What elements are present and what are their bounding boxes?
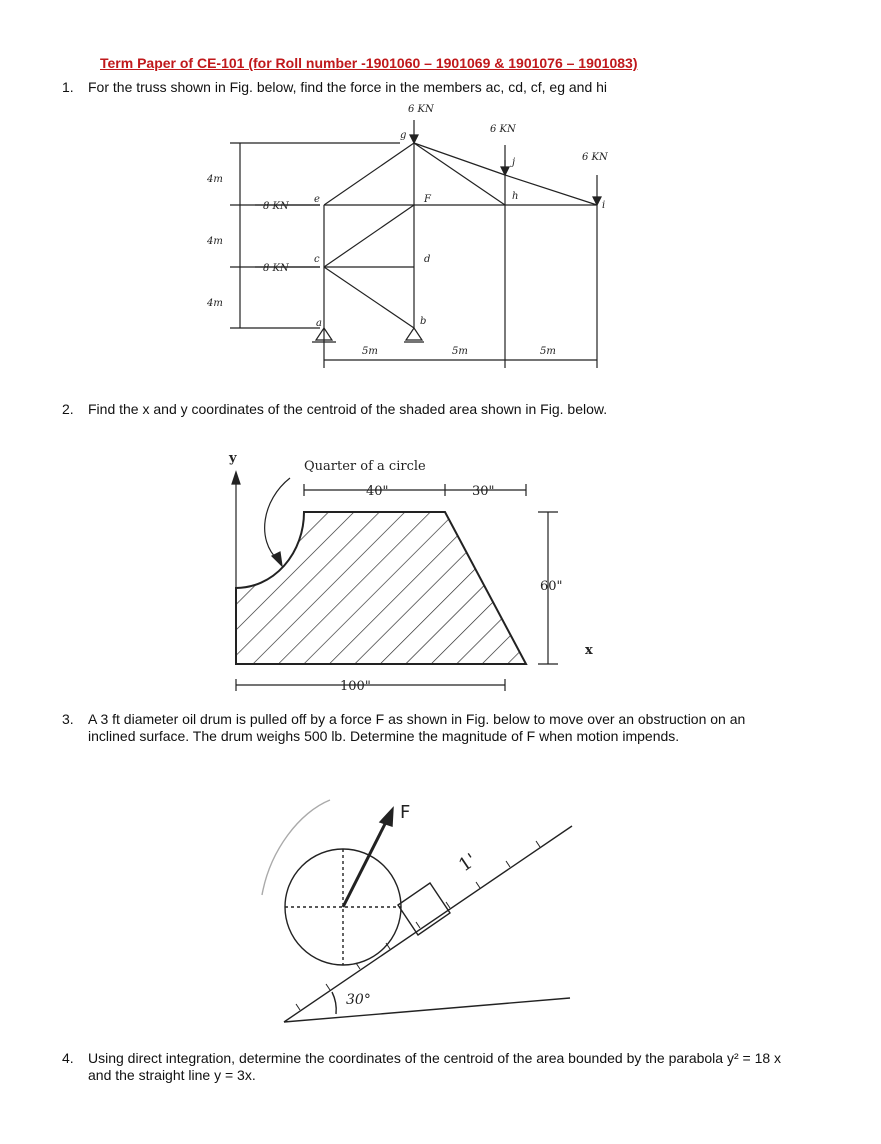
dim-30-label: 30": [472, 484, 495, 499]
span-label-1: 5m: [362, 346, 378, 357]
load-j-label: 6 KN: [490, 124, 516, 135]
node-a: a: [316, 318, 322, 329]
node-g: g: [400, 130, 407, 141]
dim-100-label: 100": [340, 679, 371, 694]
node-f: F: [424, 194, 431, 205]
dim-40-label: 40": [366, 484, 389, 499]
page-title: Term Paper of CE-101 (for Roll number -1901060 – 1901069 & 1901076 – 1901083): [100, 55, 638, 71]
load-g-label: 6 KN: [408, 104, 434, 115]
dim-60-label: 60": [540, 579, 563, 594]
question-3-number: 3.: [62, 711, 74, 727]
height-label-1: 4m: [207, 174, 223, 185]
axis-y-label: y: [229, 451, 237, 466]
question-4-number: 4.: [62, 1050, 74, 1066]
span-label-2: 5m: [452, 346, 468, 357]
question-3-text: A 3 ft diameter oil drum is pulled off by a force F as shown in Fig. below to move over an obstruction on an inclined surface. The drum weighs 500 lb. Determine the magnitude of F when motion impends.: [88, 711, 746, 744]
question-1-text: For the truss shown in Fig. below, find the force in the members ac, cd, cf, eg and hi: [88, 79, 608, 95]
load-e-label: 8 KN: [263, 201, 289, 212]
load-c-label: 8 KN: [263, 263, 289, 274]
quarter-circle-label: Quarter of a circle: [304, 459, 426, 474]
node-c: c: [314, 254, 320, 265]
node-i: i: [602, 200, 606, 211]
question-4-text: Using direct integration, determine the coordinates of the centroid of the area bounded by the parabola y² = 18 x and the straight line y = 3x.: [88, 1050, 782, 1083]
node-b: b: [420, 316, 427, 327]
span-label-3: 5m: [540, 346, 556, 357]
force-f-label: F: [400, 802, 411, 823]
axis-x-label: x: [585, 643, 593, 658]
question-1-number: 1.: [62, 79, 74, 95]
node-e: e: [314, 194, 320, 205]
obstruction-height-label: 1': [455, 849, 481, 877]
height-label-3: 4m: [207, 298, 223, 309]
node-j: j: [512, 157, 516, 168]
question-2-number: 2.: [62, 401, 74, 417]
angle-30-label: 30°: [346, 992, 371, 1008]
node-d: d: [424, 254, 431, 265]
question-2-text: Find the x and y coordinates of the centroid of the shaded area shown in Fig. below.: [88, 401, 608, 417]
height-label-2: 4m: [207, 236, 223, 247]
node-h: h: [512, 191, 519, 202]
load-i-label: 6 KN: [582, 152, 608, 163]
